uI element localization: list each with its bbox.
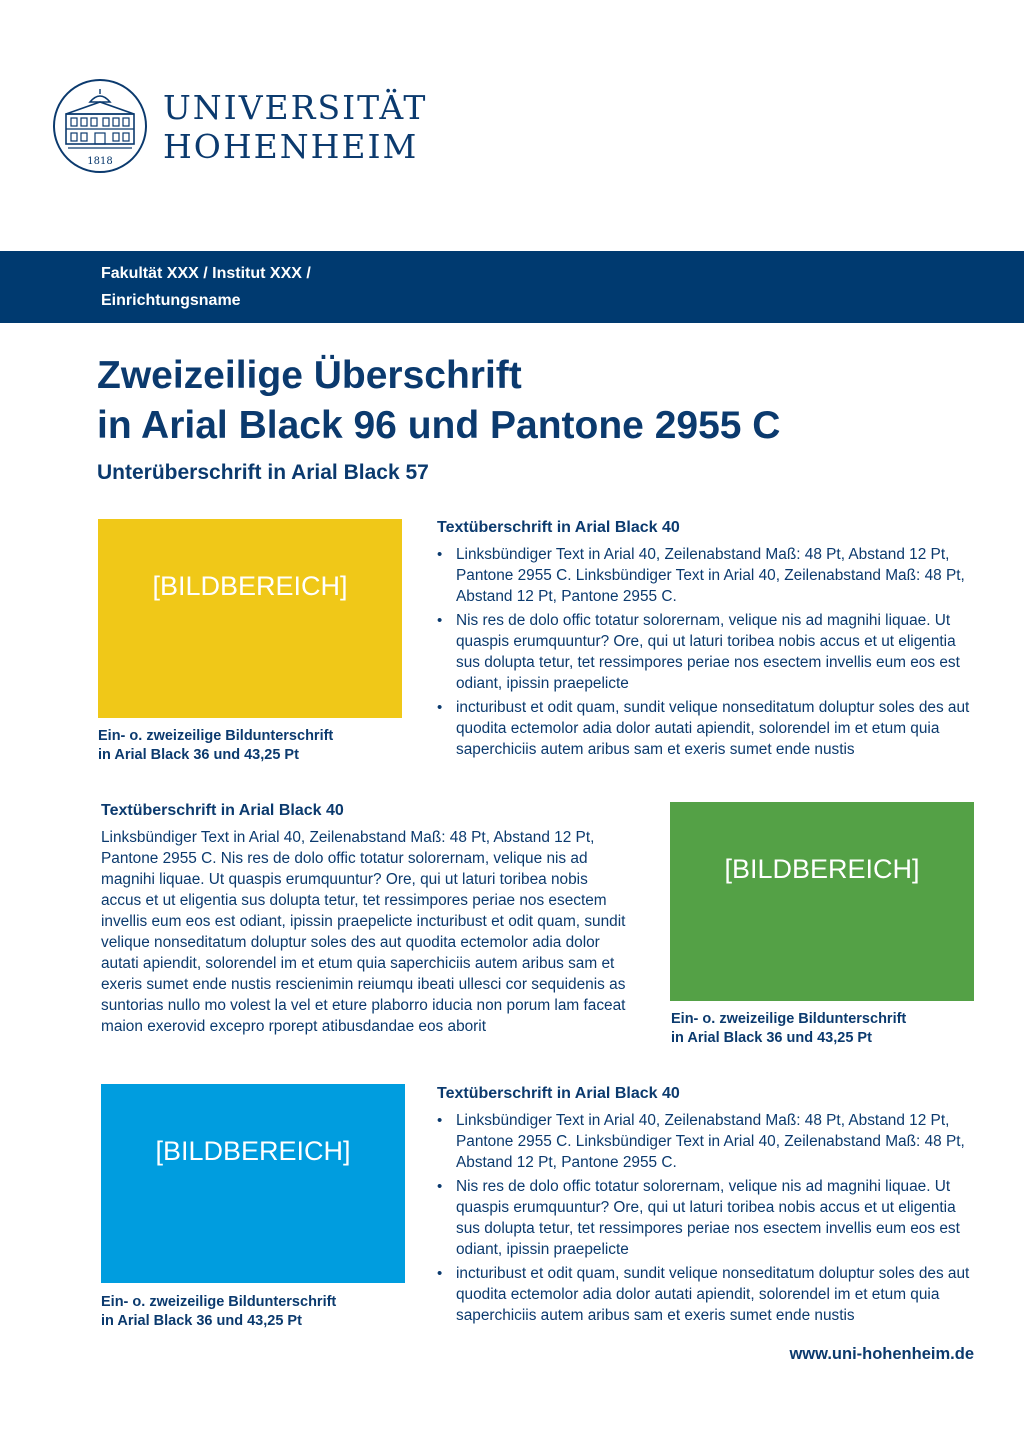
- image-placeholder-yellow: [98, 519, 402, 718]
- seal-year: 1818: [87, 156, 113, 167]
- list-item: [437, 697, 977, 760]
- section-body-text: Linksbündiger Text in Arial 40, Zeilenabstand Maß: 48 Pt, Abstand 12 Pt, Pantone 2955 C. Nis res de dolo offic totatur solorernam, velique nis ad magnihi liquae. Ut quaspis erumquuntur? Ore, qui ut laturi toribea nobis accus et ut eligentia sus dolupta tetur, tet ressimpores periae nos esectem invellis eum eos est odiant, ipissin praepelicte incturibust et odit quam, sundit velique nonseditatum doluptur soles des aut quodita ectemolor adia dolor autati apiendit, solorendel im et etum quia saperchiciis autem aribus sam et exeris sumet ende nustis rescienimin reiumqu ibeati ullesci cor sequidenis as suntorias nullo mo volest la vel et eture plaborro iducia non porum lam faceat maion exerovid excepro rporept atibusdandae eos aborit: [101, 829, 626, 1035]
- bullet-icon: •: [437, 1112, 443, 1129]
- page-subtitle: Unterüberschrift in Arial Black 57: [97, 461, 429, 484]
- bullet-icon: •: [437, 1178, 443, 1195]
- list-item: [437, 610, 977, 694]
- list-item-text: incturibust et odit quam, sundit velique nonseditatum doluptur soles des aut quodita ectemolor adia dolor autati apiendit, solorendel im et etum quia saperchiciis autem aribus sam et exeris sumet ende nustis: [456, 699, 970, 758]
- section-heading: Textüberschrift in Arial Black 40: [437, 1085, 680, 1102]
- list-item: [437, 1263, 977, 1326]
- list-item-text: Nis res de dolo offic totatur solorernam, velique nis ad magnihi liquae. Ut quaspis erumquuntur? Ore, qui ut laturi toribea nobis accus et ut eligentia sus dolupta tetur, tet ressimpores periae nos esectem invellis eum eos est odiant, ipissin praepelicte: [456, 612, 960, 692]
- bullet-list: [437, 1110, 977, 1329]
- banner-faculty-line: Fakultät XXX / Institut XXX /: [101, 265, 311, 282]
- bullet-icon: •: [437, 1265, 443, 1282]
- caption-line2: in Arial Black 36 und 43,25 Pt: [98, 747, 299, 763]
- list-item: [437, 1176, 977, 1260]
- page-title-line1: Zweizeilige Überschrift: [97, 354, 522, 397]
- list-item-text: Linksbündiger Text in Arial 40, Zeilenabstand Maß: 48 Pt, Abstand 12 Pt, Pantone 2955 C. Linksbündiger Text in Arial 40, Zeilenabstand Maß: 48 Pt, Abstand 12 Pt, Pantone 2955 C.: [456, 546, 965, 605]
- bullet-icon: •: [437, 699, 443, 716]
- list-item: [437, 1110, 977, 1173]
- bullet-list: [437, 544, 977, 763]
- image-placeholder-label: [BILDBEREICH]: [152, 571, 348, 601]
- list-item: [437, 544, 977, 607]
- image-caption: [101, 1293, 336, 1331]
- section-heading: Textüberschrift in Arial Black 40: [101, 802, 344, 819]
- image-placeholder-green: [670, 802, 974, 1001]
- image-placeholder-label: [BILDBEREICH]: [724, 854, 920, 884]
- logo-text-hohenheim: HOHENHEIM: [163, 127, 419, 166]
- banner-department-line: Einrichtungsname: [101, 292, 241, 309]
- caption-line2: in Arial Black 36 und 43,25 Pt: [101, 1313, 302, 1329]
- faculty-banner: [0, 251, 1024, 323]
- page-title-line2: in Arial Black 96 und Pantone 2955 C: [97, 404, 781, 447]
- list-item-text: Nis res de dolo offic totatur solorernam, velique nis ad magnihi liquae. Ut quaspis erumquuntur? Ore, qui ut laturi toribea nobis accus et ut eligentia sus dolupta tetur, tet ressimpores periae nos esectem invellis eum eos est odiant, ipissin praepelicte: [456, 1178, 960, 1258]
- caption-line2: in Arial Black 36 und 43,25 Pt: [671, 1030, 872, 1046]
- caption-line1: Ein- o. zweizeilige Bildunterschrift: [98, 728, 334, 744]
- image-placeholder-label: [BILDBEREICH]: [155, 1136, 351, 1166]
- caption-line1: Ein- o. zweizeilige Bildunterschrift: [101, 1294, 337, 1310]
- section-heading: Textüberschrift in Arial Black 40: [437, 519, 680, 536]
- university-seal-logo: [52, 78, 148, 174]
- list-item-text: incturibust et odit quam, sundit velique nonseditatum doluptur soles des aut quodita ectemolor adia dolor autati apiendit, solorendel im et etum quia saperchiciis autem aribus sam et exeris sumet ende nustis: [456, 1265, 970, 1324]
- footer-website-link[interactable]: www.uni-hohenheim.de: [789, 1345, 974, 1363]
- bullet-icon: •: [437, 612, 443, 629]
- list-item-text: Linksbündiger Text in Arial 40, Zeilenabstand Maß: 48 Pt, Abstand 12 Pt, Pantone 2955 C. Linksbündiger Text in Arial 40, Zeilenabstand Maß: 48 Pt, Abstand 12 Pt, Pantone 2955 C.: [456, 1112, 965, 1171]
- image-caption: [98, 727, 333, 765]
- image-caption: [671, 1010, 906, 1048]
- bullet-icon: •: [437, 546, 443, 563]
- image-placeholder-blue: [101, 1084, 405, 1283]
- logo-text-universitaet: UNIVERSITÄT: [163, 88, 428, 127]
- caption-line1: Ein- o. zweizeilige Bildunterschrift: [671, 1011, 907, 1027]
